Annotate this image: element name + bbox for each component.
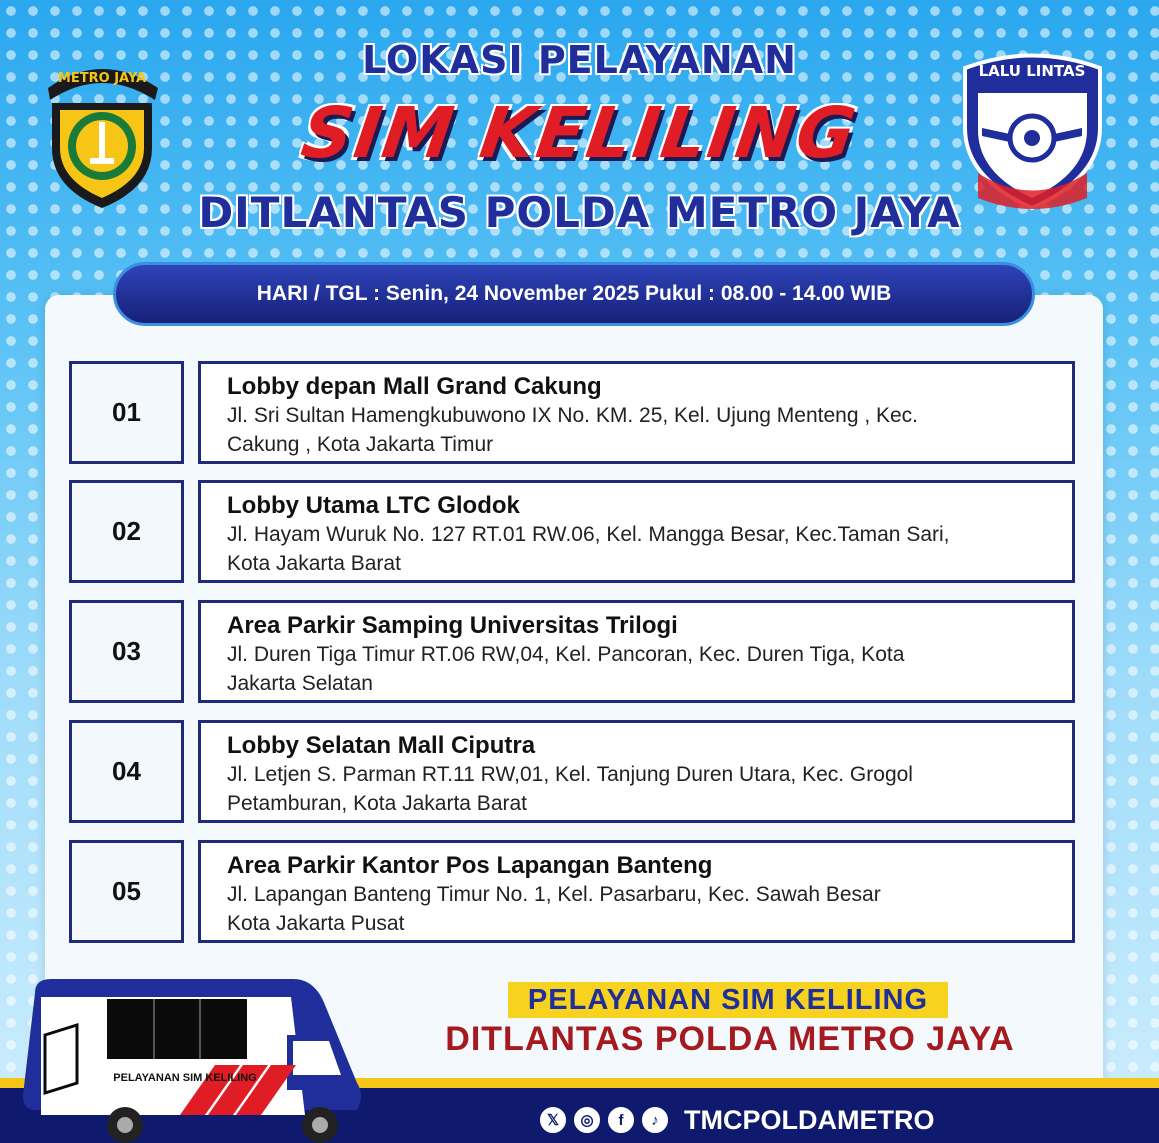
location-row	[69, 720, 1075, 823]
location-address-line1: Jl. Duren Tiga Timur RT.06 RW,04, Kel. Pancoran, Kec. Duren Tiga, Kota	[227, 643, 905, 666]
logo-left-text: METRO JAYA	[57, 71, 147, 86]
location-name: Area Parkir Kantor Pos Lapangan Banteng	[227, 852, 713, 879]
location-row	[69, 480, 1075, 583]
social-handle: TMCPOLDAMETRO	[684, 1104, 935, 1135]
bus-label: PELAYANAN SIM KELILING	[113, 1072, 257, 1084]
x-icon[interactable]: 𝕏	[538, 1105, 568, 1135]
location-number: 05	[69, 840, 184, 943]
location-number: 01	[69, 361, 184, 464]
location-address-line1: Jl. Lapangan Banteng Timur No. 1, Kel. Pasarbaru, Kec. Sawah Besar	[227, 883, 881, 906]
header-title-main: SIM KELILING	[296, 92, 863, 174]
location-detail	[198, 600, 1075, 703]
social-links	[538, 1103, 934, 1137]
location-address-line1: Jl. Letjen S. Parman RT.11 RW,01, Kel. Tanjung Duren Utara, Kec. Grogol	[227, 763, 913, 786]
location-address-line2: Jakarta Selatan	[227, 672, 373, 695]
location-row	[69, 840, 1075, 943]
location-address-line1: Jl. Hayam Wuruk No. 127 RT.01 RW.06, Kel. Mangga Besar, Kec.Taman Sari,	[227, 523, 950, 546]
location-name: Lobby Utama LTC Glodok	[227, 492, 520, 519]
sim-keliling-bus	[15, 975, 370, 1143]
location-address-line2: Cakung , Kota Jakarta Timur	[227, 433, 494, 456]
location-row	[69, 361, 1075, 464]
location-number: 04	[69, 720, 184, 823]
location-detail	[198, 361, 1075, 464]
header-title-top: LOKASI PELAYANAN	[362, 38, 797, 82]
facebook-icon[interactable]: f	[606, 1105, 636, 1135]
location-address-line2: Kota Jakarta Barat	[227, 552, 401, 575]
footer-label-unit: DITLANTAS POLDA METRO JAYA	[445, 1020, 1015, 1058]
location-detail	[198, 840, 1075, 943]
location-address-line2: Petamburan, Kota Jakarta Barat	[227, 792, 527, 815]
location-name: Lobby Selatan Mall Ciputra	[227, 732, 536, 759]
instagram-icon[interactable]: ◎	[572, 1105, 602, 1135]
header-title-bottom: DITLANTAS POLDA METRO JAYA	[198, 188, 961, 237]
location-number: 03	[69, 600, 184, 703]
logo-right-text: LALU LINTAS	[978, 62, 1086, 80]
location-detail	[198, 480, 1075, 583]
location-address-line1: Jl. Sri Sultan Hamengkubuwono IX No. KM. 25, Kel. Ujung Menteng , Kec.	[227, 404, 919, 427]
location-detail	[198, 720, 1075, 823]
location-number: 02	[69, 480, 184, 583]
date-bar: HARI / TGL : Senin, 24 November 2025 Pukul : 08.00 - 14.00 WIB	[113, 262, 1035, 326]
location-name: Area Parkir Samping Universitas Trilogi	[227, 612, 678, 639]
location-row	[69, 600, 1075, 703]
location-name: Lobby depan Mall Grand Cakung	[227, 373, 602, 400]
tiktok-icon[interactable]: ♪	[640, 1105, 670, 1135]
location-address-line2: Kota Jakarta Pusat	[227, 912, 405, 935]
footer-label-service: PELAYANAN SIM KELILING	[508, 982, 948, 1018]
